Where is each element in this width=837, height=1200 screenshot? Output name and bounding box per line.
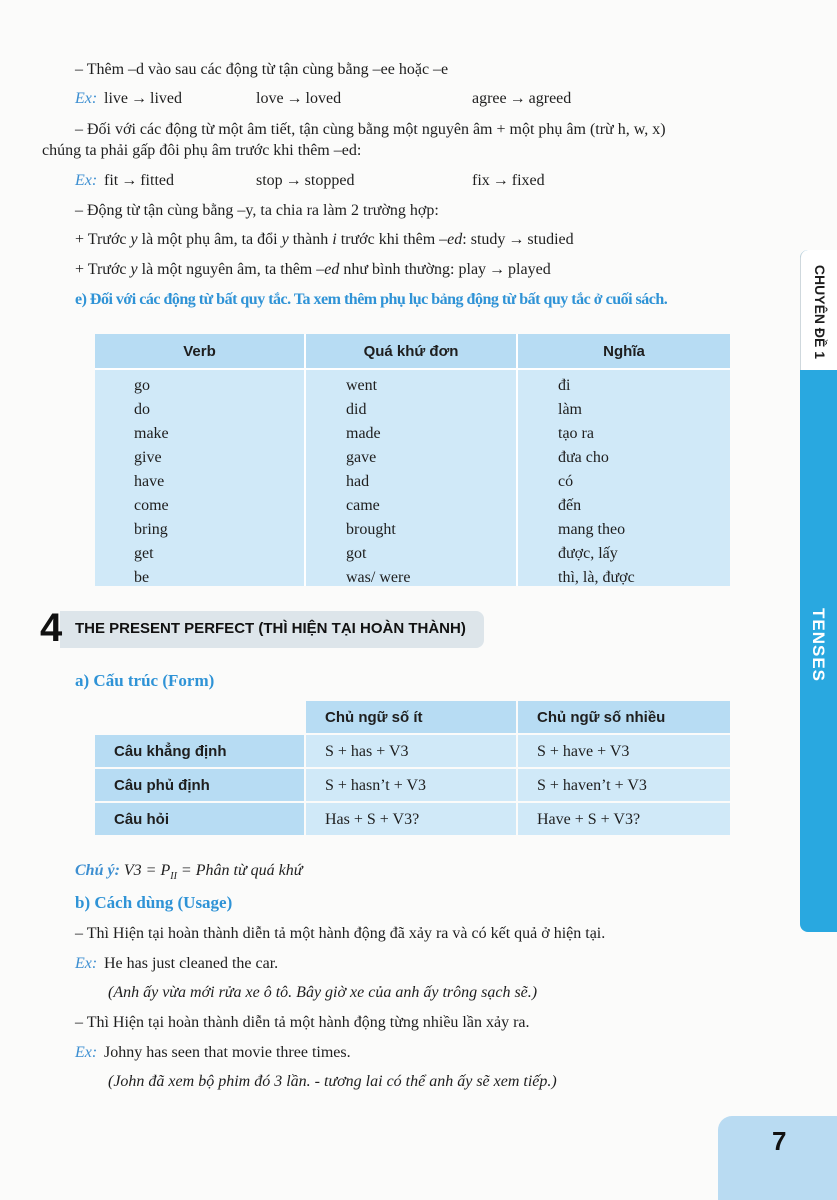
rule-ee-text: – Thêm –d vào sau các động từ tận cùng bằng –ee hoặc –e [75,61,449,78]
verb-column: go do make give have come bring get be [134,377,169,586]
example-word: fit [104,172,119,189]
section-number: 4 [40,606,63,650]
arrow-icon: → [489,261,506,278]
note-line: Chú ý: $V3 = P_{II}$ = Phân từ quá khứ [75,862,303,883]
page-number: 7 [772,1126,787,1156]
arrow-icon: → [121,172,138,189]
form-cell: Have + S + V3? [518,803,730,835]
usage-1-text: – Thì Hiện tại hoàn thành diễn tả một hành động đã xảy ra và có kết quả ở hiện tại. [75,925,606,942]
rule-double-text-2: chúng ta phải gấp đôi phụ âm trước khi thêm –ed: [42,142,362,159]
example-pair [104,90,182,108]
example-word: lived [150,90,182,107]
column-header-verb: Verb [183,343,216,360]
rule-y-case-1: + Trước y là một phụ âm, ta đổi y thành i trước khi thêm –ed: study → studied [75,231,574,248]
rule-double-text: – Đối với các động từ một âm tiết, tận cùng bằng một nguyên âm + một phụ âm (trừ h, w, x) [75,121,666,138]
usage-2-example: Johny has seen that movie three times. [104,1044,351,1061]
example-label: Ex: [75,1044,98,1061]
form-cell: S + hasn’t + V3 [306,769,516,801]
example-pair [104,172,174,190]
column-header-meaning: Nghĩa [603,343,645,360]
rule-y-text: – Động từ tận cùng bằng –y, ta chia ra làm 2 trường hợp: [75,202,439,219]
usage-2-translation: (John đã xem bộ phim đó 3 lần. - tương lai có thể anh ấy sẽ xem tiếp.) [108,1073,557,1090]
example-pair [472,172,545,190]
form-row-label: Câu hỏi [95,803,304,835]
example-word: love [256,90,284,107]
past-column: went did made gave had came brought got was/ were [346,377,411,586]
arrow-icon: → [131,90,147,107]
usage-1-example: He has just cleaned the car. [104,955,279,972]
form-row-label: Câu phủ định [95,769,304,801]
form-heading: a) Cấu trúc (Form) [75,671,215,690]
example-word: stopped [304,172,355,189]
example-word: agreed [528,90,572,107]
chapter-label: CHUYÊN ĐỀ 1 [812,264,828,360]
rule-y-case-2: + Trước y là một nguyên âm, ta thêm –ed như bình thường: play → played [75,261,551,278]
form-cell: S + haven’t + V3 [518,769,730,801]
usage-2-text: – Thì Hiện tại hoàn thành diễn tả một hành động từng nhiều lần xảy ra. [75,1014,530,1031]
section-title: THE PRESENT PERFECT (THÌ HIỆN TẠI HOÀN THÀNH) [75,620,466,637]
example-pair [256,172,354,190]
arrow-icon: → [286,90,303,107]
table-divider [516,334,518,586]
example-word: agree [472,90,507,107]
arrow-icon: → [492,172,509,189]
meaning-column: đi làm tạo ra đưa cho có đến mang theo được, lấy thì, là, được [558,377,635,586]
form-header-singular: Chủ ngữ số ít [306,701,516,733]
example-label: Ex: [75,172,98,189]
example-word: fitted [140,172,174,189]
example-word: fix [472,172,490,189]
example-pair [256,90,341,108]
irregular-verb-table [95,334,730,586]
usage-heading: b) Cách dùng (Usage) [75,893,233,912]
form-cell: Has + S + V3? [306,803,516,835]
example-pair [472,90,571,108]
form-cell: S + has + V3 [306,735,516,767]
usage-1-translation: (Anh ấy vừa mới rửa xe ô tô. Bây giờ xe của anh ấy trông sạch sẽ.) [108,984,538,1001]
example-word: live [104,90,128,107]
form-header-plural: Chủ ngữ số nhiều [518,701,730,733]
example-word: stop [256,172,283,189]
form-table [95,701,730,835]
section-e-heading: e) Đối với các động từ bất quy tắc. Ta xem thêm phụ lục bảng động từ bất quy tắc ở cuối sách. [75,291,668,308]
table-divider [304,334,306,586]
example-label: Ex: [75,955,98,972]
table-divider [95,368,730,370]
arrow-icon: → [285,172,302,189]
example-word: loved [305,90,342,107]
topic-label: TENSES [809,607,828,683]
arrow-icon: → [509,90,526,107]
form-row-label: Câu khẳng định [95,735,304,767]
column-header-past: Quá khứ đơn [363,343,459,360]
form-cell: S + have + V3 [518,735,730,767]
arrow-icon: → [508,231,525,248]
example-label: Ex: [75,90,98,107]
example-word: fixed [511,172,545,189]
